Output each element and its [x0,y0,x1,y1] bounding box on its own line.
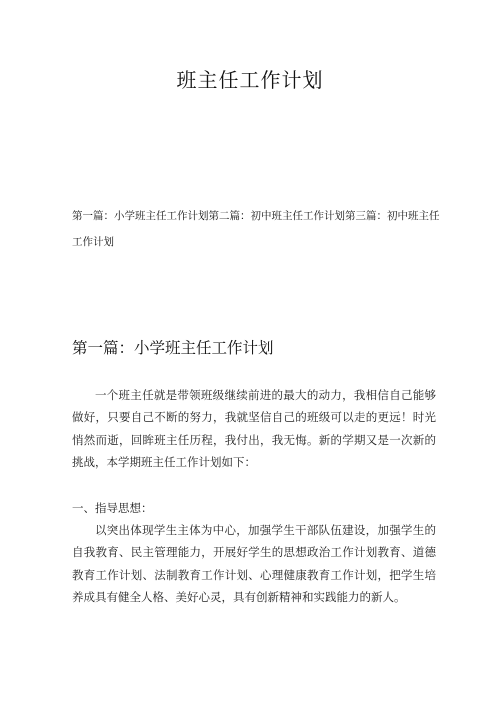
subheading-guiding-ideology: 一、指导思想： [72,501,153,515]
guiding-ideology-paragraph: 以突出体现学生主体为中心，加强学生干部队伍建设，加强学生的自我教育、民主管理能力，开展好学生的思想政治工作计划教育、道德教育工作计划、法制教育工作计划、心理健康教育工作计划，把学生培养成具有健全人格、美好心灵，具有创新精神和实践能力的新人。 [72,523,436,605]
intro-paragraph: 一个班主任就是带领班级继续前进的最大的动力，我相信自己能够做好，只要自己不断的努力，我就坚信自己的班级可以走的更远！时光悄然而逝，回眸班主任历程，我付出，我无悔。新的学期又是一次新的挑战，本学期班主任工作计划如下： [72,388,436,470]
table-of-contents: 第一篇：小学班主任工作计划第二篇：初中班主任工作计划第三篇：初中班主任工作计划 [72,210,440,248]
document-title: 班主任工作计划 [176,68,324,92]
section-heading: 第一篇：小学班主任工作计划 [72,339,274,357]
